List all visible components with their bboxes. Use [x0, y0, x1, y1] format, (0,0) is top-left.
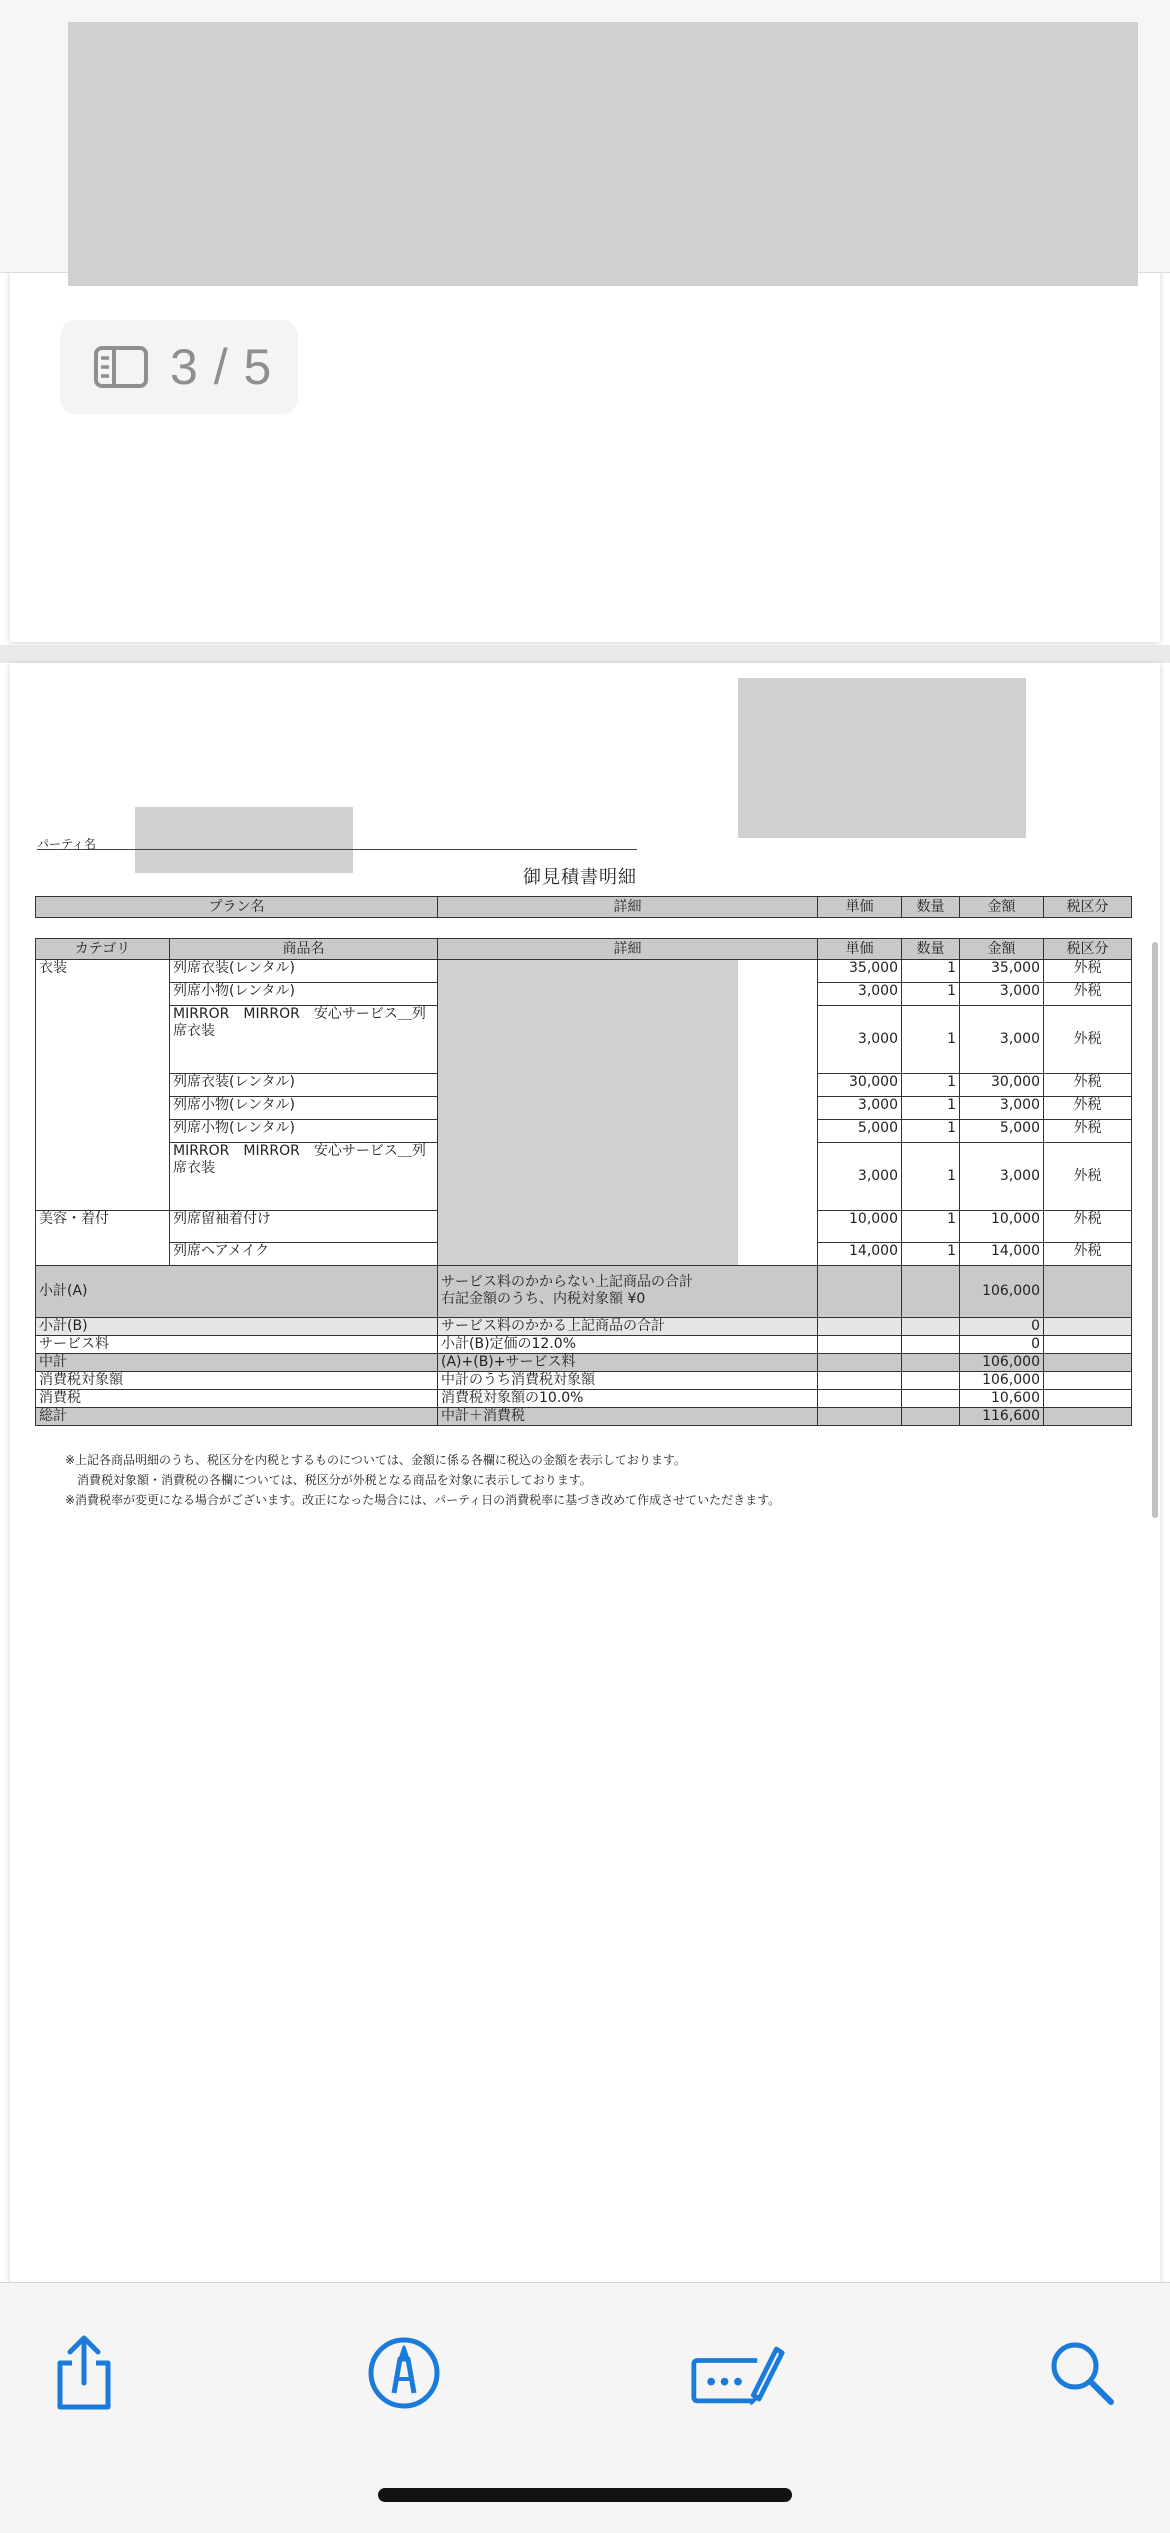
plan-header-plan-name: プラン名: [36, 897, 438, 918]
search-button[interactable]: [1034, 2325, 1130, 2421]
summary-label: 中計: [36, 1354, 438, 1372]
category-cell: 衣装: [36, 960, 170, 1211]
summary-detail: 中計のうち消費税対象額: [438, 1372, 818, 1390]
summary-detail: (A)+(B)+サービス料: [438, 1354, 818, 1372]
amount-cell: 3,000: [960, 1097, 1044, 1120]
items-table: [35, 938, 1132, 1426]
tax-cell: 外税: [1044, 1143, 1132, 1211]
page-indicator-label: 3 / 5: [170, 339, 273, 395]
plan-header-unit-price: 単価: [818, 897, 902, 918]
summary-detail: 中計＋消費税: [438, 1408, 818, 1426]
qty-cell: 1: [902, 1243, 960, 1266]
amount-cell: 10,000: [960, 1211, 1044, 1243]
summary-amount: 0: [960, 1318, 1044, 1336]
qty-cell: 1: [902, 1006, 960, 1074]
qty-cell: 1: [902, 1097, 960, 1120]
amount-cell: 3,000: [960, 983, 1044, 1006]
tax-cell: 外税: [1044, 1097, 1132, 1120]
table-row: [36, 960, 1132, 983]
tax-cell: 外税: [1044, 1120, 1132, 1143]
plan-header-tax: 税区分: [1044, 897, 1132, 918]
tax-cell: 外税: [1044, 1211, 1132, 1243]
qty-cell: 1: [902, 1120, 960, 1143]
product-cell: 列席ヘアメイク: [170, 1243, 438, 1266]
footnote: 消費税対象額・消費税の各欄については、税区分が外税となる商品を対象に表示しております。: [65, 1473, 592, 1487]
summary-amount: 106,000: [960, 1266, 1044, 1318]
document-title: 御見積書明細: [523, 867, 637, 888]
summary-label: 総計: [36, 1408, 438, 1426]
product-cell: 列席留袖着付け: [170, 1211, 438, 1243]
plan-table: [35, 896, 1132, 918]
share-icon: [48, 2333, 120, 2413]
summary-amount: 10,600: [960, 1390, 1044, 1408]
signature-icon: [690, 2338, 786, 2408]
party-name-label: パーティ名: [37, 837, 97, 851]
product-cell: 列席衣装(レンタル): [170, 1074, 438, 1097]
summary-label: 消費税: [36, 1390, 438, 1408]
summary-label: 小計(A): [36, 1266, 438, 1318]
items-header-unit-price: 単価: [818, 939, 902, 960]
items-header-detail: 詳細: [438, 939, 818, 960]
plan-header-row: [36, 897, 1132, 918]
vertical-scrollbar[interactable]: [1152, 942, 1158, 1518]
plan-header-qty: 数量: [902, 897, 960, 918]
empty-cell: [818, 1266, 902, 1318]
summary-label: サービス料: [36, 1336, 438, 1354]
summary-detail: 消費税対象額の10.0%: [438, 1390, 818, 1408]
unit-price-cell: 3,000: [818, 1143, 902, 1211]
summary-row-service-fee: [36, 1336, 1132, 1354]
unit-price-cell: 30,000: [818, 1074, 902, 1097]
page-indicator[interactable]: [60, 320, 298, 414]
summary-row-tax: [36, 1390, 1132, 1408]
summary-label: 消費税対象額: [36, 1372, 438, 1390]
unit-price-cell: 3,000: [818, 1097, 902, 1120]
summary-detail: [438, 1266, 818, 1318]
page-gutter: [0, 645, 1170, 663]
items-header-tax: 税区分: [1044, 939, 1132, 960]
summary-detail: サービス料のかかる上記商品の合計: [438, 1318, 818, 1336]
footnote: ※上記各商品明細のうち、税区分を内税とするものについては、金額に係る各欄に税込の金額を表示しております。: [65, 1453, 686, 1467]
qty-cell: 1: [902, 1211, 960, 1243]
summary-row-subtotal-a: [36, 1266, 1132, 1318]
amount-cell: 3,000: [960, 1006, 1044, 1074]
items-header-row: [36, 939, 1132, 960]
empty-cell: [1044, 1266, 1132, 1318]
qty-cell: 1: [902, 1143, 960, 1211]
unit-price-cell: 35,000: [818, 960, 902, 983]
summary-amount: 106,000: [960, 1354, 1044, 1372]
unit-price-cell: 10,000: [818, 1211, 902, 1243]
tax-cell: 外税: [1044, 1006, 1132, 1074]
summary-detail: 小計(B)定価の12.0%: [438, 1336, 818, 1354]
amount-cell: 5,000: [960, 1120, 1044, 1143]
product-cell: MIRROR MIRROR 安心サービス＿列席衣装: [170, 1143, 438, 1211]
qty-cell: 1: [902, 1074, 960, 1097]
amount-cell: 14,000: [960, 1243, 1044, 1266]
unit-price-cell: 5,000: [818, 1120, 902, 1143]
share-button[interactable]: [36, 2325, 132, 2421]
plan-header-amount: 金額: [960, 897, 1044, 918]
category-cell: 美容・着付: [36, 1211, 170, 1266]
qty-cell: 1: [902, 960, 960, 983]
summary-row-taxable: [36, 1372, 1132, 1390]
footnote: ※消費税率が変更になる場合がございます。改正になった場合には、パーティ日の消費税率に基づき改めて作成させていただきます。: [65, 1493, 781, 1507]
redacted-block: [68, 22, 1138, 286]
summary-amount: 106,000: [960, 1372, 1044, 1390]
summary-amount: 116,600: [960, 1408, 1044, 1426]
items-header-qty: 数量: [902, 939, 960, 960]
tax-cell: 外税: [1044, 960, 1132, 983]
footnotes: [65, 1450, 780, 1510]
summary-row-total: [36, 1408, 1132, 1426]
detail-cell: [438, 960, 818, 1266]
redacted-detail: [438, 960, 738, 1265]
items-header-category: カテゴリ: [36, 939, 170, 960]
tax-cell: 外税: [1044, 1074, 1132, 1097]
summary-amount: 0: [960, 1336, 1044, 1354]
product-cell: 列席衣装(レンタル): [170, 960, 438, 983]
summary-label: 小計(B): [36, 1318, 438, 1336]
tax-cell: 外税: [1044, 1243, 1132, 1266]
product-cell: 列席小物(レンタル): [170, 1120, 438, 1143]
amount-cell: 35,000: [960, 960, 1044, 983]
product-cell: 列席小物(レンタル): [170, 1097, 438, 1120]
signature-button[interactable]: [690, 2325, 786, 2421]
unit-price-cell: 3,000: [818, 1006, 902, 1074]
summary-detail-line: サービス料のかからない上記商品の合計: [441, 1274, 693, 1290]
amount-cell: 3,000: [960, 1143, 1044, 1211]
redacted-logo-block: [738, 678, 1026, 838]
items-header-amount: 金額: [960, 939, 1044, 960]
amount-cell: 30,000: [960, 1074, 1044, 1097]
tax-cell: 外税: [1044, 983, 1132, 1006]
sidebar-icon: [94, 346, 148, 388]
document-page: [10, 663, 1160, 2283]
product-cell: MIRROR MIRROR 安心サービス＿列席衣装: [170, 1006, 438, 1074]
plan-header-detail: 詳細: [438, 897, 818, 918]
unit-price-cell: 14,000: [818, 1243, 902, 1266]
summary-detail-line: 右記金額のうち、内税対象額 ¥0: [441, 1291, 646, 1307]
markup-pen-icon: [366, 2335, 442, 2411]
qty-cell: 1: [902, 983, 960, 1006]
items-header-product: 商品名: [170, 939, 438, 960]
markup-button[interactable]: [356, 2325, 452, 2421]
home-indicator[interactable]: [378, 2488, 792, 2502]
search-icon: [1047, 2338, 1117, 2408]
summary-row-subtotal-b: [36, 1318, 1132, 1336]
product-cell: 列席小物(レンタル): [170, 983, 438, 1006]
empty-cell: [902, 1266, 960, 1318]
party-name-underline: [37, 849, 637, 850]
unit-price-cell: 3,000: [818, 983, 902, 1006]
summary-row-middle-total: [36, 1354, 1132, 1372]
